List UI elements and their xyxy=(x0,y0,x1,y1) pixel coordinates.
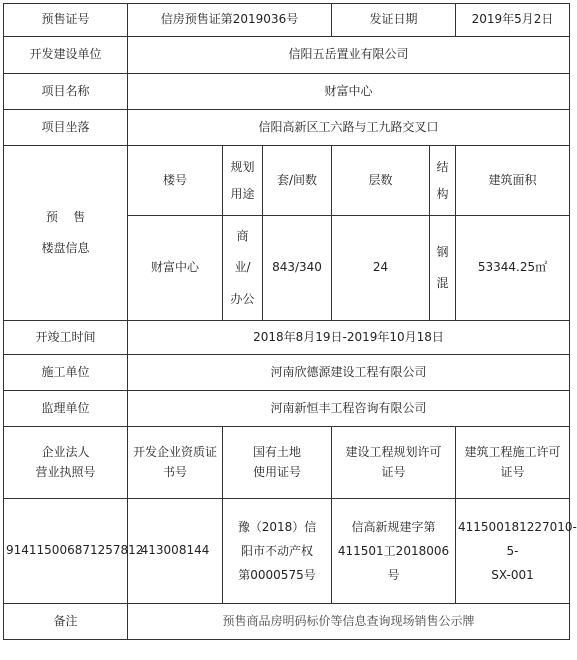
supervisor-value: 河南新恒丰工程咨询有限公司 xyxy=(128,391,570,427)
license-header-business: 企业法人 营业执照号 xyxy=(4,427,128,499)
header-building-no: 楼号 xyxy=(128,146,223,216)
row-units: 843/340 xyxy=(263,216,332,321)
permit-number-value: 信房预售证第2019036号 xyxy=(128,4,332,37)
construction-time-value: 2018年8月19日-2019年10月18日 xyxy=(128,321,570,355)
presale-label-line1: 预 售 xyxy=(45,209,86,224)
license-value-land-use: 豫（2018）信 阳市不动产权 第0000575号 xyxy=(223,499,332,604)
issue-date-value: 2019年5月2日 xyxy=(456,4,570,37)
license-value-qualification: 413008144 xyxy=(128,499,223,604)
remarks-label: 备注 xyxy=(4,604,128,640)
license-header-land-use: 国有土地 使用证号 xyxy=(223,427,332,499)
row-floors: 24 xyxy=(332,216,430,321)
presale-permit-table xyxy=(3,3,577,640)
project-name-value: 财富中心 xyxy=(128,74,570,110)
license-header-planning: 建设工程规划许可 证号 xyxy=(332,427,456,499)
license-value-construction: 4115001812270105- SX-001 xyxy=(456,499,570,604)
header-structure: 结 构 xyxy=(430,146,456,216)
header-planned-use: 规划 用途 xyxy=(223,146,263,216)
developer-label: 开发建设单位 xyxy=(4,37,128,74)
row-structure: 钢 混 xyxy=(430,216,456,321)
project-location-label: 项目坐落 xyxy=(4,110,128,146)
license-header-qualification: 开发企业资质证 书号 xyxy=(128,427,223,499)
project-name-label: 项目名称 xyxy=(4,74,128,110)
presale-info-label xyxy=(4,146,128,321)
construction-time-label: 开竣工时间 xyxy=(4,321,128,355)
issue-date-label: 发证日期 xyxy=(332,4,456,37)
developer-value: 信阳五岳置业有限公司 xyxy=(128,37,570,74)
remarks-value: 预售商品房明码标价等信息查询现场销售公示牌 xyxy=(128,604,570,640)
license-header-construction: 建筑工程施工许可 证号 xyxy=(456,427,570,499)
row-floor-area: 53344.25㎡ xyxy=(456,216,570,321)
license-value-planning: 信高新规建字第 411501工2018006号 xyxy=(332,499,456,604)
header-floor-area: 建筑面积 xyxy=(456,146,570,216)
row-building-no: 财富中心 xyxy=(128,216,223,321)
builder-value: 河南欣德源建设工程有限公司 xyxy=(128,355,570,391)
header-floors: 层数 xyxy=(332,146,430,216)
license-value-business: 914115006871257812 xyxy=(4,499,128,604)
supervisor-label: 监理单位 xyxy=(4,391,128,427)
builder-label: 施工单位 xyxy=(4,355,128,391)
permit-number-label: 预售证号 xyxy=(4,4,128,37)
presale-label-line2: 楼盘信息 xyxy=(41,241,90,255)
row-planned-use: 商 业/ 办公 xyxy=(223,216,263,321)
project-location-value: 信阳高新区工六路与工九路交叉口 xyxy=(128,110,570,146)
header-units: 套/间数 xyxy=(263,146,332,216)
